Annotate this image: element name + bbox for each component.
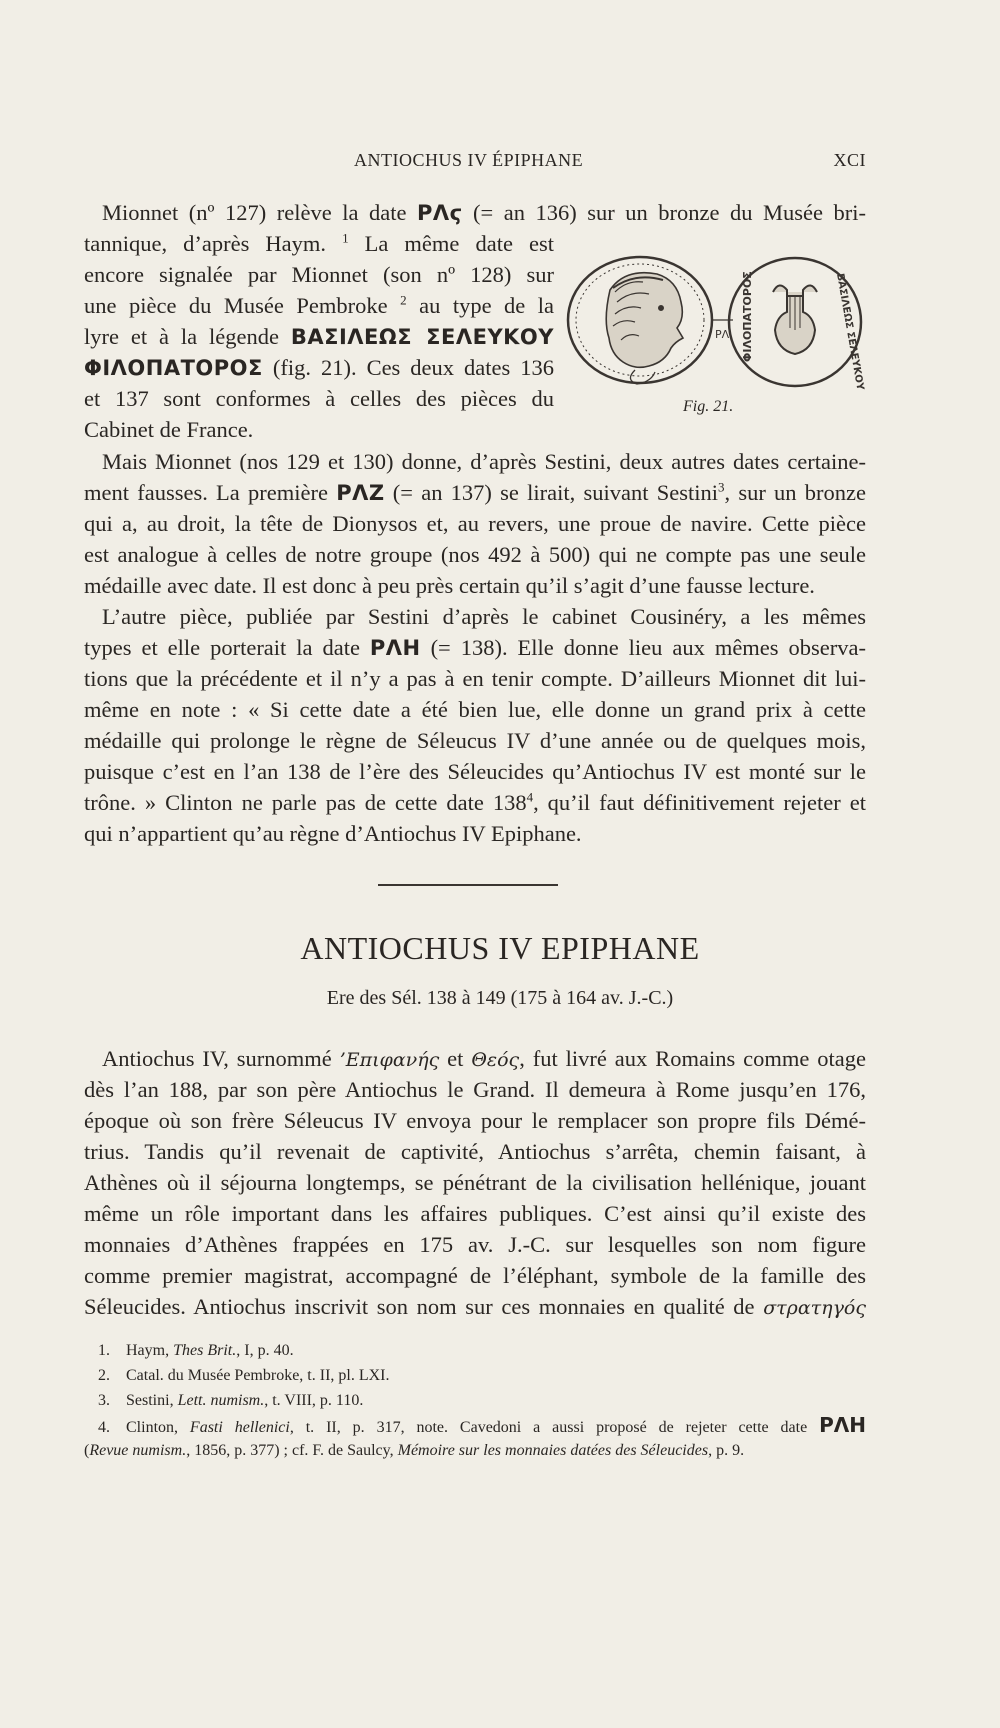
paragraph-mionnet-dates-narrow	[84, 228, 554, 445]
text-line: tions que la précédente et il n’y a pas à en tenir compte. D’ailleurs Mionnet dit lui-	[84, 666, 866, 691]
footnotes	[84, 1338, 866, 1463]
text-line: qui n’appartient qu’au règne d’Antiochus IV Epiphane.	[84, 821, 582, 846]
section-divider	[378, 884, 558, 886]
footnote-4-continued: (Revue numism., 1856, p. 377) ; cf. F. de Saulcy, Mémoire sur les monnaies datées des Séleucides, p. 9.	[84, 1442, 745, 1459]
text-line: comme premier magistrat, accompagné de l’éléphant, symbole de la famille des	[84, 1263, 866, 1288]
footnote-1: 1. Haym, Thes Brit., I, p. 40.	[98, 1342, 294, 1359]
date-mark: PΛ	[715, 328, 730, 341]
text-line: L’autre pièce, publiée par Sestini d’après le cabinet Cousinéry, a les mêmes	[102, 604, 866, 629]
text-line: est analogue à celles de notre groupe (nos 492 à 500) qui ne compte pas une seule	[84, 542, 866, 567]
footnote-3: 3. Sestini, Lett. numism., t. VIII, p. 110.	[98, 1392, 364, 1409]
footnote-ref: 1	[342, 230, 349, 246]
text-line: Athènes où il séjourna longtemps, se pénétrant de la civilisation hellénique, jouant	[84, 1170, 866, 1195]
text-line: qui a, au droit, la tête de Dionysos et, au revers, une proue de navire. Cette pièce	[84, 511, 866, 536]
text-line: types et elle porterait la date PΛH (= 138). Elle donne lieu aux mêmes observa-	[84, 635, 866, 660]
text-line: dès l’an 188, par son père Antiochus le Grand. Il demeura à Rome jusqu’en 176,	[84, 1077, 866, 1102]
text-line: Séleucides. Antiochus inscrivit son nom sur ces monnaies en qualité de στρατηγός	[84, 1294, 866, 1319]
text-line: ment fausses. La première PΛZ (= an 137) se lirait, suivant Sestini$^3$, sur un bronze	[84, 479, 866, 505]
page-number: XCI	[833, 150, 866, 170]
footnote-ref: 3	[717, 479, 725, 495]
text-line: une pièce du Musée Pembroke $^2$ au type de la	[84, 292, 555, 318]
text-line: monnaies d’Athènes frappées en 175 av. J.-C. sur lesquelles son nom figure	[84, 1232, 866, 1257]
paragraph-sestini	[84, 446, 866, 849]
footnote-ref: 2	[400, 292, 407, 308]
text-line: trône. » Clinton ne parle pas de cette date 138$^4$, qu’il faut définitivement rejeter et	[84, 789, 866, 815]
text-line: médaille qui prolonge le règne de Séleucus IV d’une année ou de quelques mois,	[84, 728, 866, 753]
section-title: ANTIOCHUS IV EPIPHANE	[300, 930, 700, 966]
section-subtitle: Ere des Sél. 138 à 149 (175 à 164 av. J.-C.)	[326, 987, 674, 1009]
text-line: même en note : « Si cette date a été bien lue, elle donne un grand prix à cette	[84, 697, 866, 722]
text-line: ΦΙΛΟΠΑΤΟΡΟΣ (fig. 21). Ces deux dates 136	[84, 355, 554, 380]
paragraph-mionnet-dates	[84, 197, 866, 228]
text-line: trius. Tandis qu’il revenait de captivité, Antiochus s’arrêta, chemin faisant, à	[84, 1139, 866, 1164]
text-line: même un rôle important dans les affaires publiques. C’est ainsi qu’il existe des	[84, 1201, 866, 1226]
footnote-4: 4. Clinton, Fasti hellenici, t. II, p. 317, note. Cavedoni a aussi proposé de rejeter cette date PΛH	[98, 1413, 866, 1437]
text-line: Mionnet (nº 127) relève la date PΛϛ (= an 136) sur un bronze du Musée bri-	[102, 200, 866, 225]
text-line: Cabinet de France.	[84, 417, 254, 442]
figure-caption: Fig. 21.	[683, 398, 734, 415]
text-line: encore signalée par Mionnet (son nº 128) sur	[84, 262, 554, 287]
text-line: et 137 sont conformes à celles des pièces du	[84, 386, 554, 411]
text-line: tannique, d’après Haym. $^1$ La même date est	[84, 230, 554, 256]
reverse-legend-left: ΦΙΛΟΠΑΤΟΡΟΣ	[741, 271, 754, 362]
footnote-2: 2. Catal. du Musée Pembroke, t. II, pl. LXI.	[98, 1367, 390, 1384]
text-line: puisque c’est en l’an 138 de l’ère des Séleucides qu’Antiochus IV est monté sur le	[84, 759, 866, 784]
paragraph-antiochus-iv	[84, 1043, 866, 1322]
text-line: Mais Mionnet (nos 129 et 130) donne, d’après Sestini, deux autres dates certaine-	[102, 449, 866, 474]
reverse-legend-right: ΒΑΣΙΛΕΩΣ ΣΕΛΕΥΚΟΥ	[834, 272, 865, 391]
text-line: Antiochus IV, surnommé ’Επιφανής et Θεός, fut livré aux Romains comme otage	[102, 1046, 866, 1071]
text-line: médaille avec date. Il est donc à peu près certain qu’il s’agit d’une fausse lecture.	[84, 573, 815, 598]
coin-obverse	[568, 257, 712, 384]
text-line: époque où son frère Séleucus IV envoya pour le remplacer son propre fils Démé-	[84, 1108, 866, 1133]
running-head-title: ANTIOCHUS IV ÉPIPHANE	[354, 150, 584, 170]
footnote-ref: 4	[526, 789, 534, 805]
text-line: lyre et à la légende ΒΑΣΙΛΕΩΣ ΣΕΛΕΥΚΟΥ	[84, 324, 554, 349]
